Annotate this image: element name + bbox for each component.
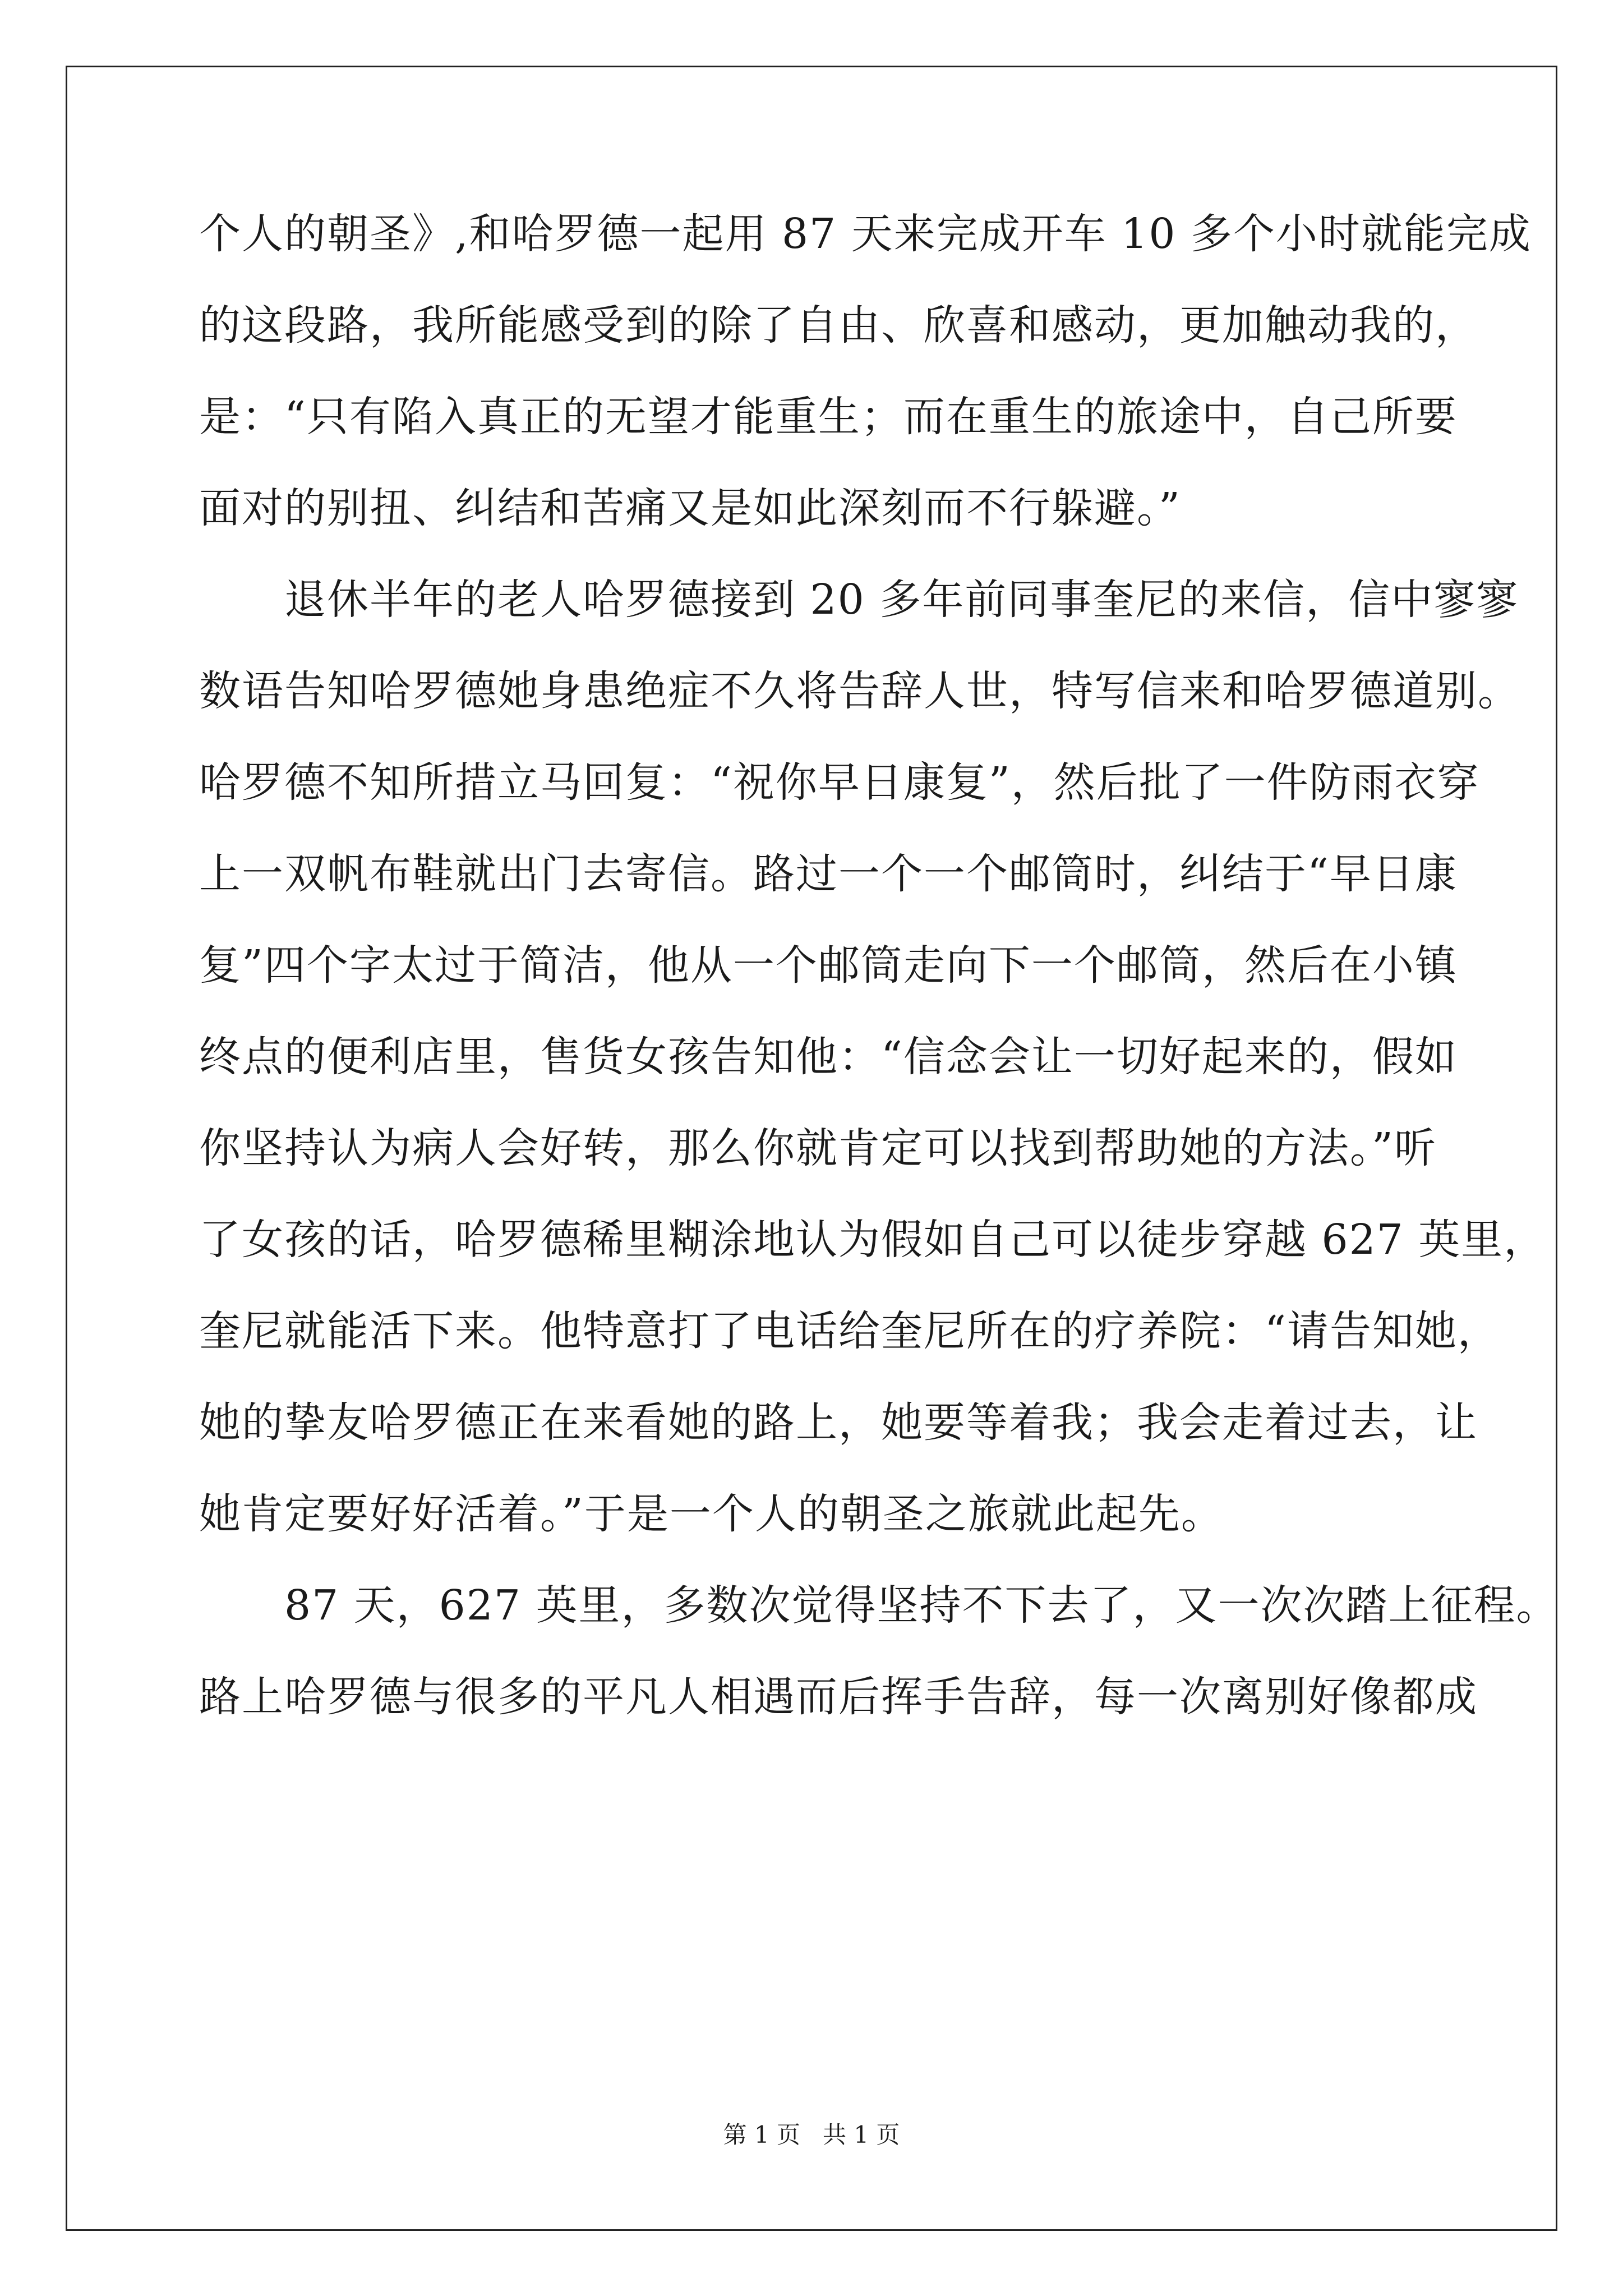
text-line: 终点的便利店里，售货女孩告知他：“信念会让一切好起来的，假如 (199, 1033, 1458, 1081)
text-line: 奎尼就能活下来。他特意打了电话给奎尼所在的疗养院：“请告知她， (199, 1307, 1500, 1355)
page-total: 共 1 页 (823, 2121, 900, 2148)
text-line: 路上哈罗德与很多的平凡人相遇而后挥手告辞，每一次离别好像都成 (199, 1673, 1478, 1721)
page-footer (0, 2122, 1623, 2148)
text-line: 上一双帆布鞋就出门去寄信。路过一个一个邮筒时，纠结于“早日康 (199, 850, 1458, 898)
text-line: 是：“只有陷入真正的无望才能重生；而在重生的旅途中，自己所要 (199, 393, 1458, 441)
text-line: 个人的朝圣》,和哈罗德一起用 87 天来完成开车 10 多个小时就能完成 (199, 210, 1532, 258)
text-line: 她的挚友哈罗德正在来看她的路上，她要等着我；我会走着过去，让 (199, 1398, 1478, 1447)
document-body (199, 210, 1559, 1768)
text-line: 了女孩的话，哈罗德稀里糊涂地认为假如自己可以徒步穿越 627 英里， (199, 1216, 1547, 1264)
text-line: 复”四个字太过于简洁，他从一个邮筒走向下一个邮筒，然后在小镇 (199, 941, 1458, 990)
text-line: 面对的别扭、纠结和苦痛又是如此深刻而不行躲避。” (199, 484, 1181, 532)
text-line: 的这段路，我所能感受到的除了自由、欣喜和感动，更加触动我的， (199, 301, 1478, 349)
page-number: 第 1 页 (723, 2121, 800, 2148)
text-line: 87 天，627 英里，多数次觉得坚持不下去了，又一次次踏上征程。 (199, 1581, 1559, 1630)
text-line: 哈罗德不知所措立马回复：“祝你早日康复”，然后批了一件防雨衣穿 (199, 758, 1480, 807)
text-line: 数语告知哈罗德她身患绝症不久将告辞人世，特写信来和哈罗德道别。 (199, 667, 1520, 715)
text-line: 你坚持认为病人会好转，那么你就肯定可以找到帮助她的方法。”听 (199, 1124, 1437, 1172)
text-line: 退休半年的老人哈罗德接到 20 多年前同事奎尼的来信，信中寥寥 (199, 576, 1519, 624)
text-line: 她肯定要好好活着。”于是一个人的朝圣之旅就此起先。 (199, 1490, 1224, 1538)
